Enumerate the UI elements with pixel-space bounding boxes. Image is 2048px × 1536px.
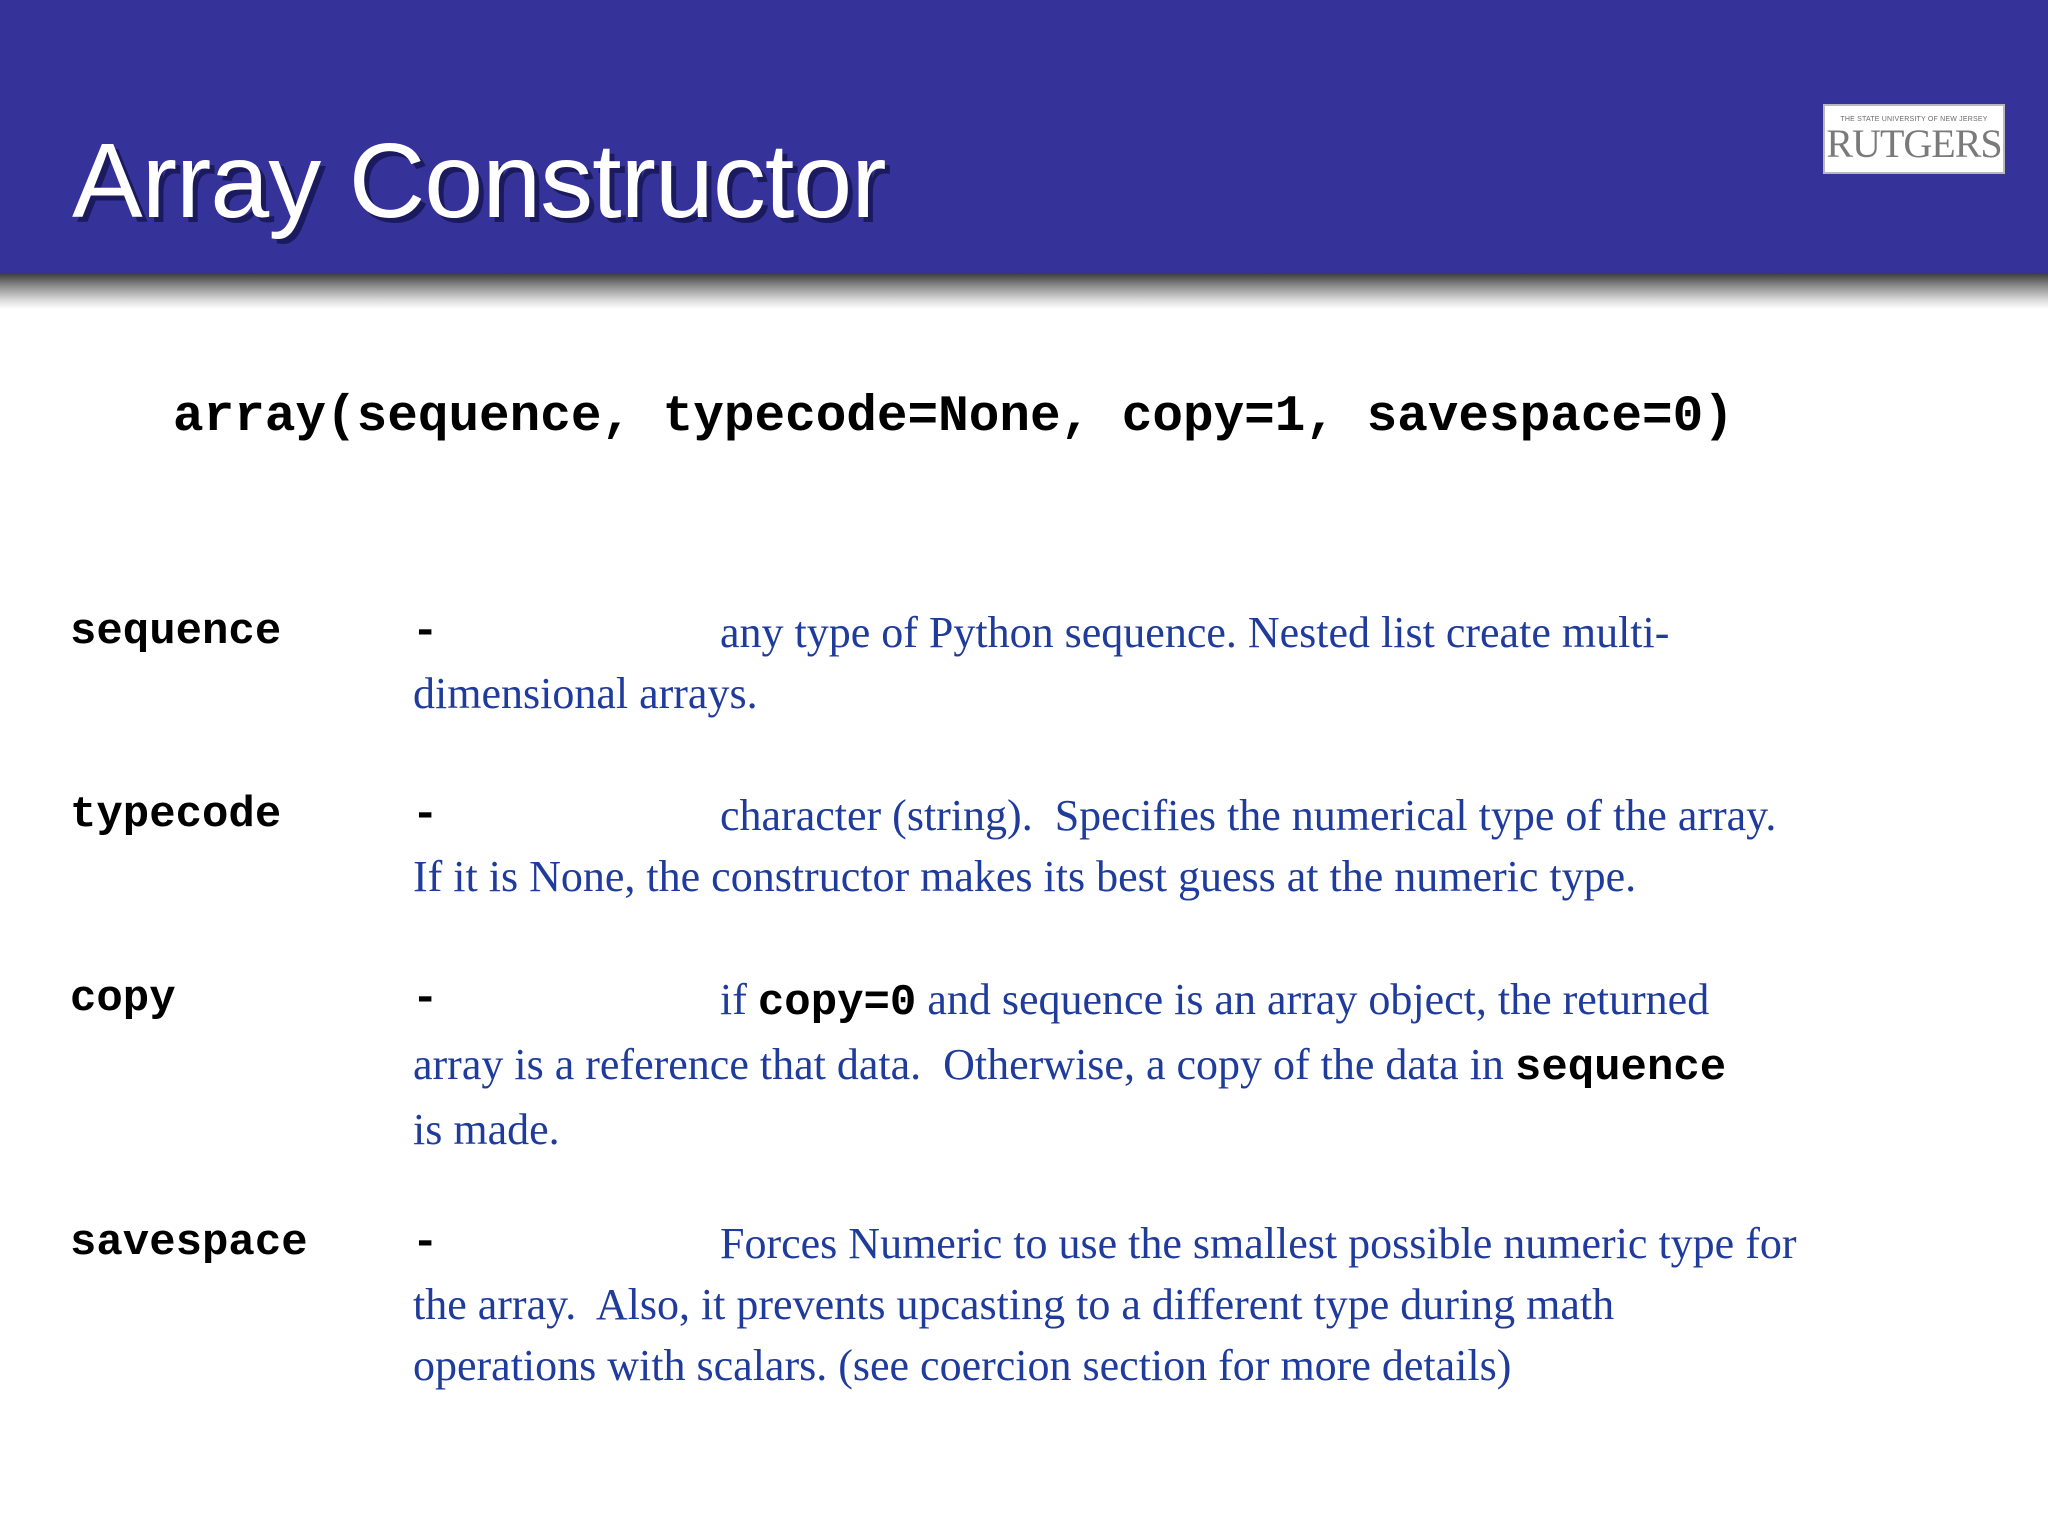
desc-line: Forces Numeric to use the smallest possible numeric type for: [720, 1219, 1797, 1268]
param-dash: -: [412, 974, 439, 1024]
desc-line: If it is None, the constructor makes its best guess at the numeric type.: [413, 852, 1637, 901]
param-desc-sequence: [413, 602, 2013, 724]
param-name-savespace: savespace: [70, 1218, 308, 1268]
desc-line: any type of Python sequence. Nested list create multi-: [720, 608, 1670, 657]
param-dash: -: [412, 607, 439, 657]
param-name-copy: copy: [70, 974, 176, 1024]
param-desc-savespace: [413, 1213, 2013, 1396]
desc-line: operations with scalars. (see coercion section for more details): [413, 1341, 1512, 1390]
logo-tagline: THE STATE UNIVERSITY OF NEW JERSEY: [1840, 116, 1988, 123]
param-name-typecode: typecode: [70, 790, 282, 840]
param-desc-copy: [413, 969, 2013, 1160]
desc-line: array is a reference that data. Otherwise, a copy of the data in sequence: [413, 1040, 1727, 1093]
function-signature: array(sequence, typecode=None, copy=1, savespace=0): [173, 389, 1734, 446]
desc-line: the array. Also, it prevents upcasting to a different type during math: [413, 1280, 1615, 1329]
param-dash: -: [412, 1218, 439, 1268]
inline-code: sequence: [1514, 1043, 1727, 1093]
header-shadow: [0, 273, 2048, 309]
rutgers-logo: [1823, 104, 2005, 174]
param-name-sequence: sequence: [70, 607, 282, 657]
desc-line: if copy=0 and sequence is an array object, the returned: [720, 975, 1710, 1028]
logo-wordmark: RUTGERS: [1826, 121, 2002, 166]
desc-line: is made.: [413, 1105, 560, 1154]
desc-line: dimensional arrays.: [413, 669, 758, 718]
param-desc-typecode: [413, 785, 2013, 907]
slide-title: Array Constructor: [72, 122, 886, 240]
desc-line: character (string). Specifies the numerical type of the array.: [720, 791, 1777, 840]
param-dash: -: [412, 790, 439, 840]
inline-code: copy=0: [757, 978, 917, 1028]
